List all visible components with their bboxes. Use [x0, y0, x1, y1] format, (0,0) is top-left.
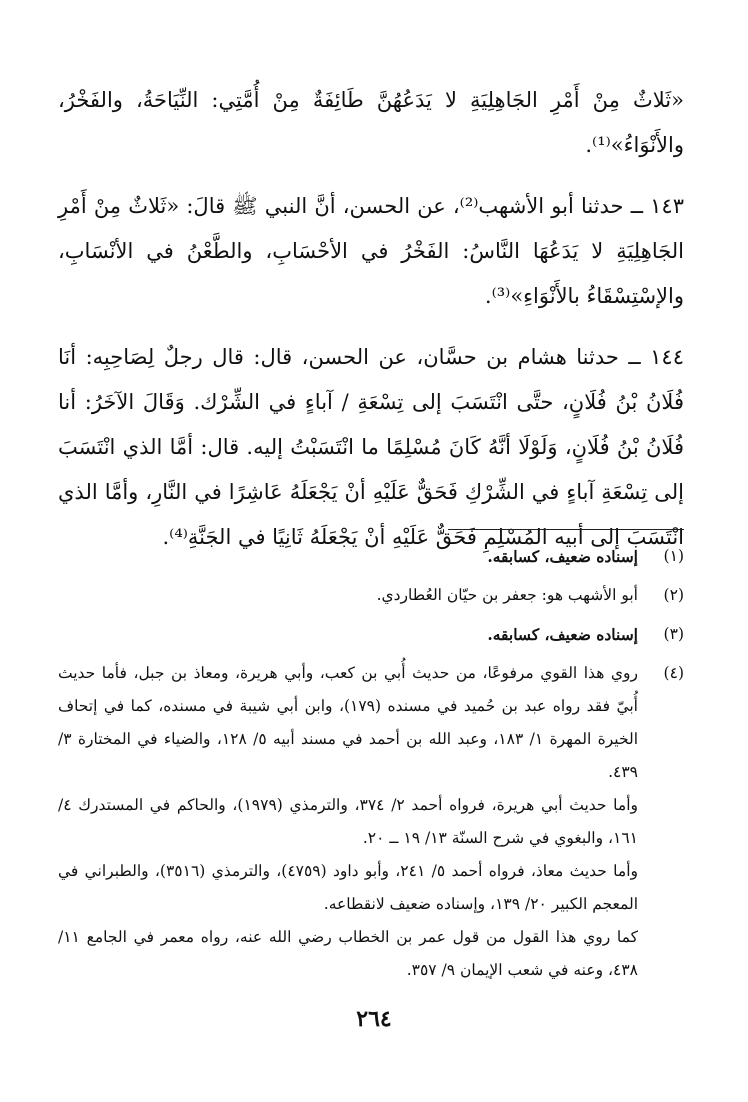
page-number: ٢٦٤ — [356, 1006, 392, 1032]
footnote-4 — [58, 657, 684, 789]
footnote-number: (٢) — [663, 586, 684, 604]
main-text — [58, 78, 684, 560]
footnote-divider — [448, 529, 684, 530]
footnote-continuation: وأما حديث أبي هريرة، فرواه أحمد ٢/ ٣٧٤، والترمذي (١٩٧٩)، والحاكم في المستدرك ٤/ ١٦١، والبغوي في شرح السنّة ١٣/ ١٩ ــ ٢٠. — [58, 796, 639, 847]
footnote-3 — [58, 618, 684, 651]
footnote-number: (٣) — [663, 625, 684, 643]
footnote-continuation: وأما حديث معاذ، فرواه أحمد ٥/ ٢٤١، وأبو داود (٤٧٥٩)، والترمذي (٣٥١٦)، والطبراني في المعجم الكبير ٢٠/ ١٣٩، وإسناده ضعيف لانقطاعه. — [58, 862, 638, 913]
footnote-continuation: كما روي هذا القول من قول عمر بن الخطاب رضي الله عنه، رواه معمر في الجامع ١١/ ٤٣٨، وعنه في شعب الإيمان ٩/ ٣٥٧. — [58, 928, 638, 979]
footnote-number: (٤) — [663, 664, 684, 682]
footnote-text: أبو الأشهب هو: جعفر بن حيّان العُطاردي. — [376, 586, 638, 604]
footnote-2 — [58, 579, 684, 612]
footnote-number: (١) — [663, 547, 684, 565]
hadith-paragraph: «ثَلاثٌ مِنْ أَمْرِ الجَاهِلِيَةِ لا يَدَعُهُنَّ طَائِفَةٌ مِنْ أُمَّتِي: النِّيَاحَةُ، والفَخْرُ، والأَنْوَاءُ»⁽¹⁾. — [58, 88, 684, 157]
footnote-1 — [58, 540, 684, 573]
footnote-text: روي هذا القوي مرفوعًا، من حديث أُبي بن كعب، وأبي هريرة، ومعاذ بن جبل، فأما حديث أُبيّ فقد رواه عبد بن حُميد في مسنده (١٧٩)، وابن أبي شيبة في مسنده، كما في إتحاف الخيرة المهرة ١/ ١٨٣، وعبد الله بن أحمد في مسند أبيه ٥/ ١٢٨، والضياء في المختارة ٣/ ٤٣٩. — [58, 664, 638, 781]
hadith-paragraph-144: ١٤٤ ــ حدثنا هشام بن حسَّان، عن الحسن، قال: قال رجلٌ لِصَاحِبِه: أنَا فُلَانُ بْنُ فُلَانٍ، حتَّى انْتَسَبَ إلى تِسْعَةِ / آباءٍ في الشِّرْك. وَقَالَ الآخَرُ: أنا فُلَانُ بْنُ فُلَانٍ، وَلَوْلَا أنَّهُ كَانَ مُسْلِمًا ما انْتَسَبْتُ إليه. قال: أمَّا الذي انْتَسَبَ إلى تِسْعَةِ آباءٍ في الشِّرْكِ فَحَقٌّ عَلَيْهِ أنْ يَجْعَلَهُ عَاشِرًا في النَّارِ، وأمَّا الذي انْتَسَبَ إلى أبيه المُسْلِمِ فَحَقٌّ عَلَيْهِ أنْ يَجْعَلَهُ ثَانِيًا في الجَنَّةِ⁽⁴⁾. — [58, 345, 684, 549]
footnotes — [58, 540, 684, 987]
footnote-text: إسناده ضعيف، كسابقه. — [487, 625, 638, 644]
hadith-paragraph-143: ١٤٣ ــ حدثنا أبو الأشهب⁽²⁾، عن الحسن، أنَّ النبي ﷺ قالَ: «ثَلاثٌ مِنْ أَمْرِ الجَاهِلِيَةِ لا يَدَعُهَا النَّاسُ: الفَخْرُ في الأحْسَابِ، والطَّعْنُ في الأنْسَابِ، والإسْتِسْقَاءُ بالأَنْوَاءِ»⁽³⁾. — [58, 194, 684, 308]
footnote-text: إسناده ضعيف، كسابقه. — [487, 547, 638, 566]
